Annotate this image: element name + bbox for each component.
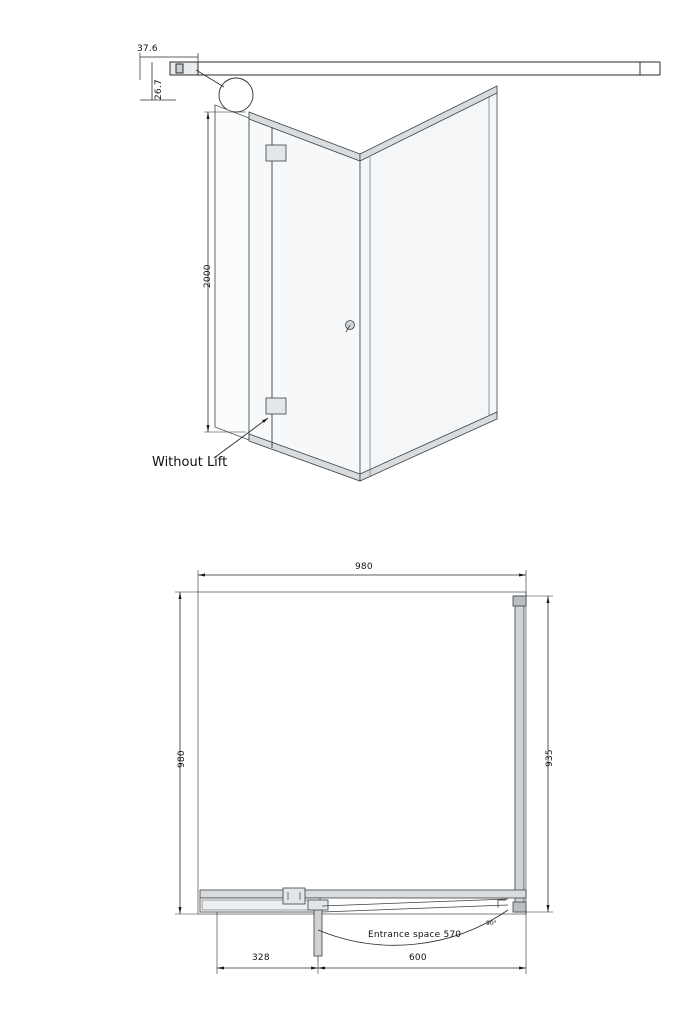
dim-label-door-swing-angle: 90°	[486, 920, 497, 927]
dim-label-profile-height: 26.7	[154, 79, 164, 100]
right-side-panel	[360, 86, 497, 481]
dim-label-profile-width: 37.6	[137, 44, 158, 54]
top-profile-detail	[170, 62, 660, 75]
dim-label-fixed-panel-width: 328	[252, 953, 270, 963]
plan-view	[175, 570, 553, 974]
door-panel	[249, 112, 360, 481]
back-left-panel	[215, 105, 249, 440]
dim-label-overall-depth-left: 980	[177, 750, 187, 768]
dim-label-inner-depth-right: 935	[545, 749, 555, 767]
callout-without-lift: Without Lift	[152, 455, 228, 470]
dim-label-entrance-space: Entrance space 570	[368, 930, 462, 940]
dim-plan-328	[217, 912, 318, 974]
hinge-circle-callout	[196, 70, 253, 112]
dim-label-overall-width-top: 980	[355, 562, 373, 572]
dim-label-door-opening-width: 600	[409, 953, 427, 963]
isometric-view	[140, 53, 660, 481]
dim-label-enclosure-height: 2000	[203, 264, 213, 288]
